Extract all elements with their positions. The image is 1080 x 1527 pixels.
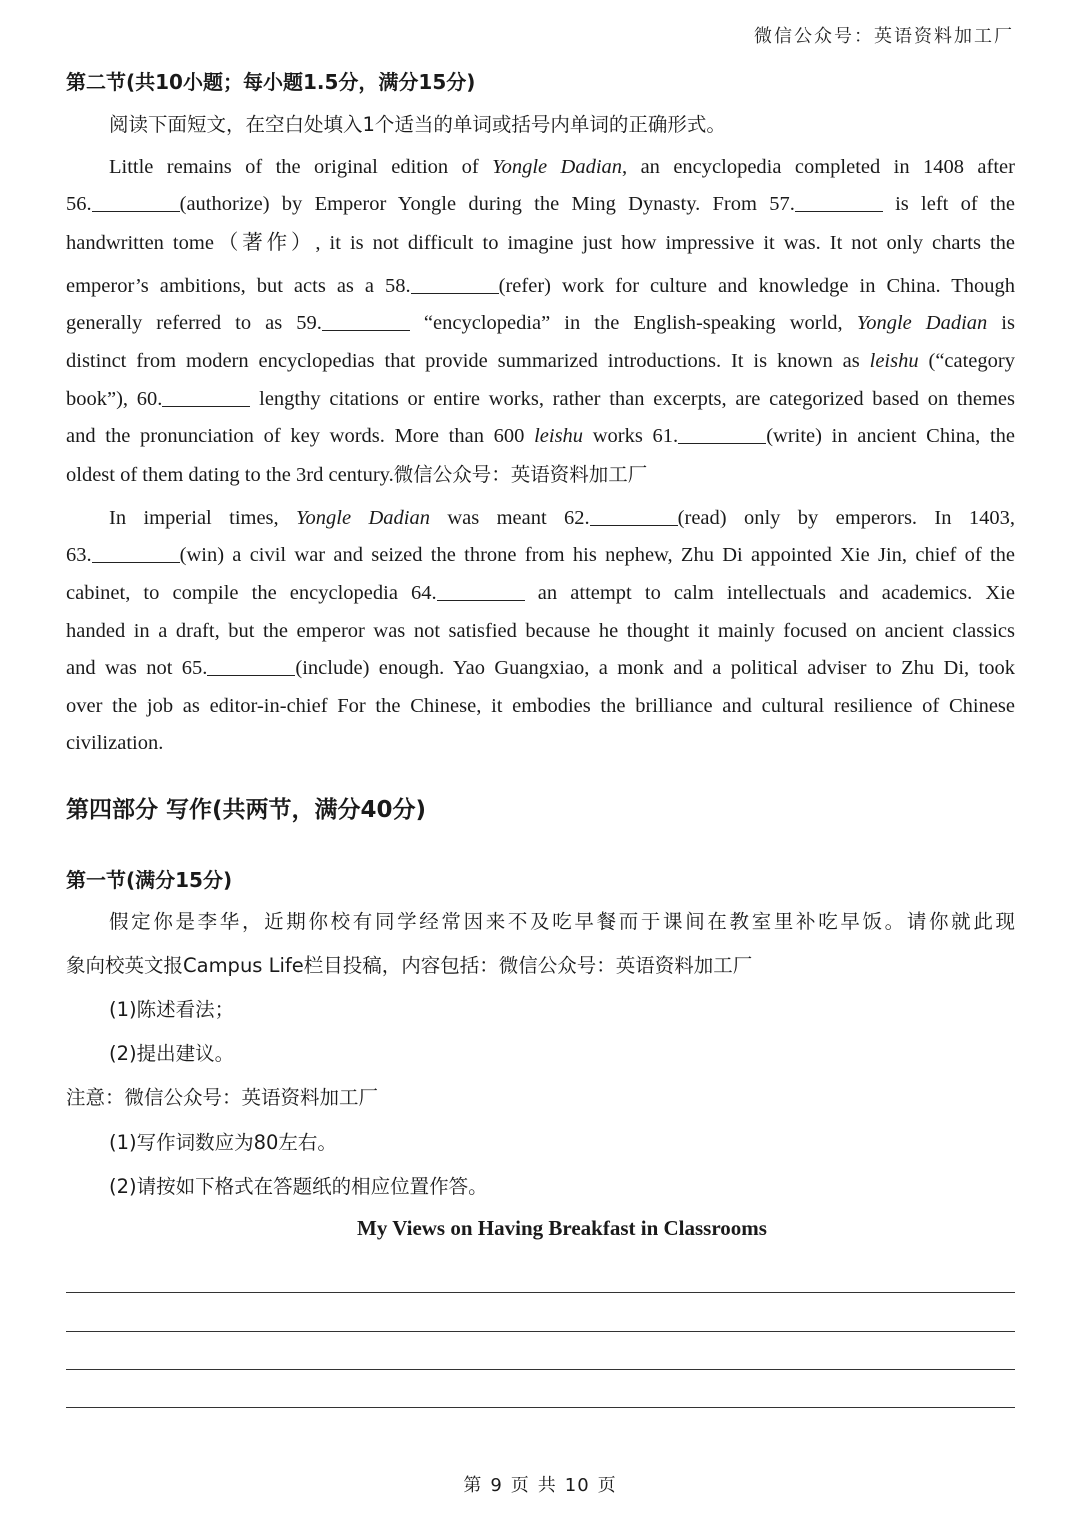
passage-line: handed in a draft, but the emperor was not satisfied because he thought it mainly focused on ancient classics xyxy=(66,620,1015,642)
blank-59[interactable] xyxy=(322,310,410,331)
header-brand: 微信公众号：英语资料加工厂 xyxy=(754,26,1014,47)
passage-line: over the job as editor-in-chief For the Chinese, it embodies the brilliance and cultural resilience of Chinese xyxy=(66,695,1015,717)
passage-line: cabinet, to compile the encyclopedia 64. an attempt to calm intellectuals and academics. Xie xyxy=(66,582,1015,604)
note-item: (1)写作词数应为80左右。 xyxy=(109,1131,337,1154)
page-footer: 第 9 页 共 10 页 xyxy=(463,1475,617,1496)
passage-line: 56. (authorize) by Emperor Yongle during the Ming Dynasty. From 57. is left of the xyxy=(66,193,1015,215)
answer-line[interactable] xyxy=(66,1369,1015,1370)
blank-56[interactable] xyxy=(92,191,180,212)
note-item: (2)请按如下格式在答题纸的相应位置作答。 xyxy=(109,1175,488,1198)
blank-58[interactable] xyxy=(411,273,499,294)
passage-line: emperor’s ambitions, but acts as a 58. (refer) work for culture and knowledge in China. Though xyxy=(66,275,1015,297)
passage-line: generally referred to as 59. “encyclopedia” in the English-speaking world, Yongle Dadian is xyxy=(66,312,1015,334)
passage-line: civilization. xyxy=(66,732,164,754)
writing-section-heading: 第一节(满分15分) xyxy=(66,868,233,892)
passage-line: and the pronunciation of key words. More than 600 leishu works 61. (write) in ancient China, the xyxy=(66,425,1015,447)
passage-line: handwritten tome（著作）, it is not difficult to imagine just how impressive it was. It not only charts the xyxy=(66,232,1015,254)
note-label: 注意：微信公众号：英语资料加工厂 xyxy=(66,1086,379,1109)
blank-61[interactable] xyxy=(678,423,766,444)
answer-line[interactable] xyxy=(66,1407,1015,1408)
passage-line: book”), 60. lengthy citations or entire works, rather than excerpts, are categorized based on themes xyxy=(66,388,1015,410)
passage-line: In imperial times, Yongle Dadian was meant 62. (read) only by emperors. In 1403, xyxy=(109,507,1015,529)
passage-line: Little remains of the original edition of Yongle Dadian, an encyclopedia completed in 1408 after xyxy=(109,156,1015,178)
instruction: 阅读下面短文，在空白处填入1个适当的单词或括号内单词的正确形式。 xyxy=(109,113,726,136)
prompt-item: (2)提出建议。 xyxy=(109,1042,235,1065)
passage-line: oldest of them dating to the 3rd century.微信公众号：英语资料加工厂 xyxy=(66,463,648,486)
current-page: 9 xyxy=(490,1475,503,1496)
passage-line: distinct from modern encyclopedias that provide summarized introductions. It is known as leishu (“category xyxy=(66,350,1015,372)
part-heading: 第四部分 写作(共两节，满分40分) xyxy=(66,797,427,823)
blank-64[interactable] xyxy=(437,580,525,601)
section-heading: 第二节(共10小题；每小题1.5分，满分15分) xyxy=(66,70,476,94)
blank-62[interactable] xyxy=(590,505,678,526)
blank-65[interactable] xyxy=(207,655,295,676)
writing-prompt: 假定你是李华，近期你校有同学经常因来不及吃早餐而于课间在教室里补吃早饭。请你就此现 xyxy=(109,910,1015,933)
prompt-item: (1)陈述看法； xyxy=(109,998,235,1021)
answer-line[interactable] xyxy=(66,1331,1015,1332)
passage-line: 63. (win) a civil war and seized the throne from his nephew, Zhu Di appointed Xie Jin, chief of the xyxy=(66,544,1015,566)
answer-line[interactable] xyxy=(66,1292,1015,1293)
blank-57[interactable] xyxy=(795,191,883,212)
passage-line: and was not 65. (include) enough. Yao Guangxiao, a monk and a political adviser to Zhu Di, took xyxy=(66,657,1015,679)
writing-prompt: 象向校英文报Campus Life栏目投稿，内容包括：微信公众号：英语资料加工厂 xyxy=(66,954,753,977)
blank-63[interactable] xyxy=(92,542,180,563)
blank-60[interactable] xyxy=(162,386,250,407)
total-pages: 10 xyxy=(564,1475,590,1496)
essay-title: My Views on Having Breakfast in Classrooms xyxy=(357,1216,767,1240)
